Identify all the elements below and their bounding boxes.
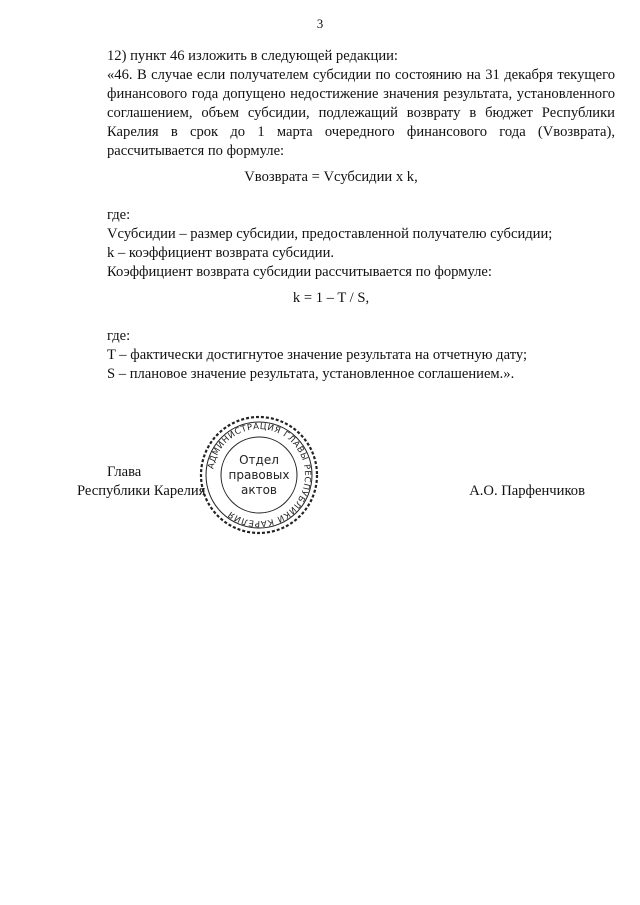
- signature-organization: Республики Карелия: [77, 483, 206, 499]
- definition-k: k – коэффициент возврата субсидии.: [107, 245, 335, 261]
- paragraph-46: «46. В случае если получателем субсидии по состоянию на 31 декабря текущего финансового года допущено недостижение значения результата, установленного соглашением, объем субсидии, подлежащий возврату в бюджет Республики Карелия в срок до 1 марта очередного финансового года (Vвозврата), рассчитывается по формуле:: [107, 67, 615, 159]
- intro-line: 12) пункт 46 изложить в следующей редакции:: [107, 48, 398, 64]
- where-label-2: где:: [107, 328, 131, 344]
- stamp-line-1: Отдел: [239, 453, 279, 467]
- definition-s: S – плановое значение результата, установленное соглашением.».: [107, 366, 515, 382]
- signature-name: А.О. Парфенчиков: [469, 483, 585, 499]
- page-number: 3: [316, 16, 324, 31]
- stamp-line-3: актов: [240, 483, 278, 497]
- where-label-1: где:: [107, 207, 131, 223]
- formula-k: k = 1 – T / S,: [292, 290, 370, 306]
- stamp-ring-text: АДМИНИСТРАЦИЯ ГЛАВЫ РЕСПУБЛИКИ КАРЕЛИЯ: [206, 421, 313, 529]
- stamp-line-2: правовых: [228, 468, 290, 482]
- official-stamp: [198, 414, 320, 536]
- k-formula-intro: Коэффициент возврата субсидии рассчитывается по формуле:: [107, 264, 492, 280]
- formula-v-return: Vвозврата = Vсубсидии х k,: [244, 169, 418, 185]
- definition-t: T – фактически достигнутое значение результата на отчетную дату;: [107, 347, 528, 363]
- signature-title: Глава: [107, 464, 142, 480]
- definition-vsubsidii: Vсубсидии – размер субсидии, предоставленной получателю субсидии;: [107, 226, 553, 242]
